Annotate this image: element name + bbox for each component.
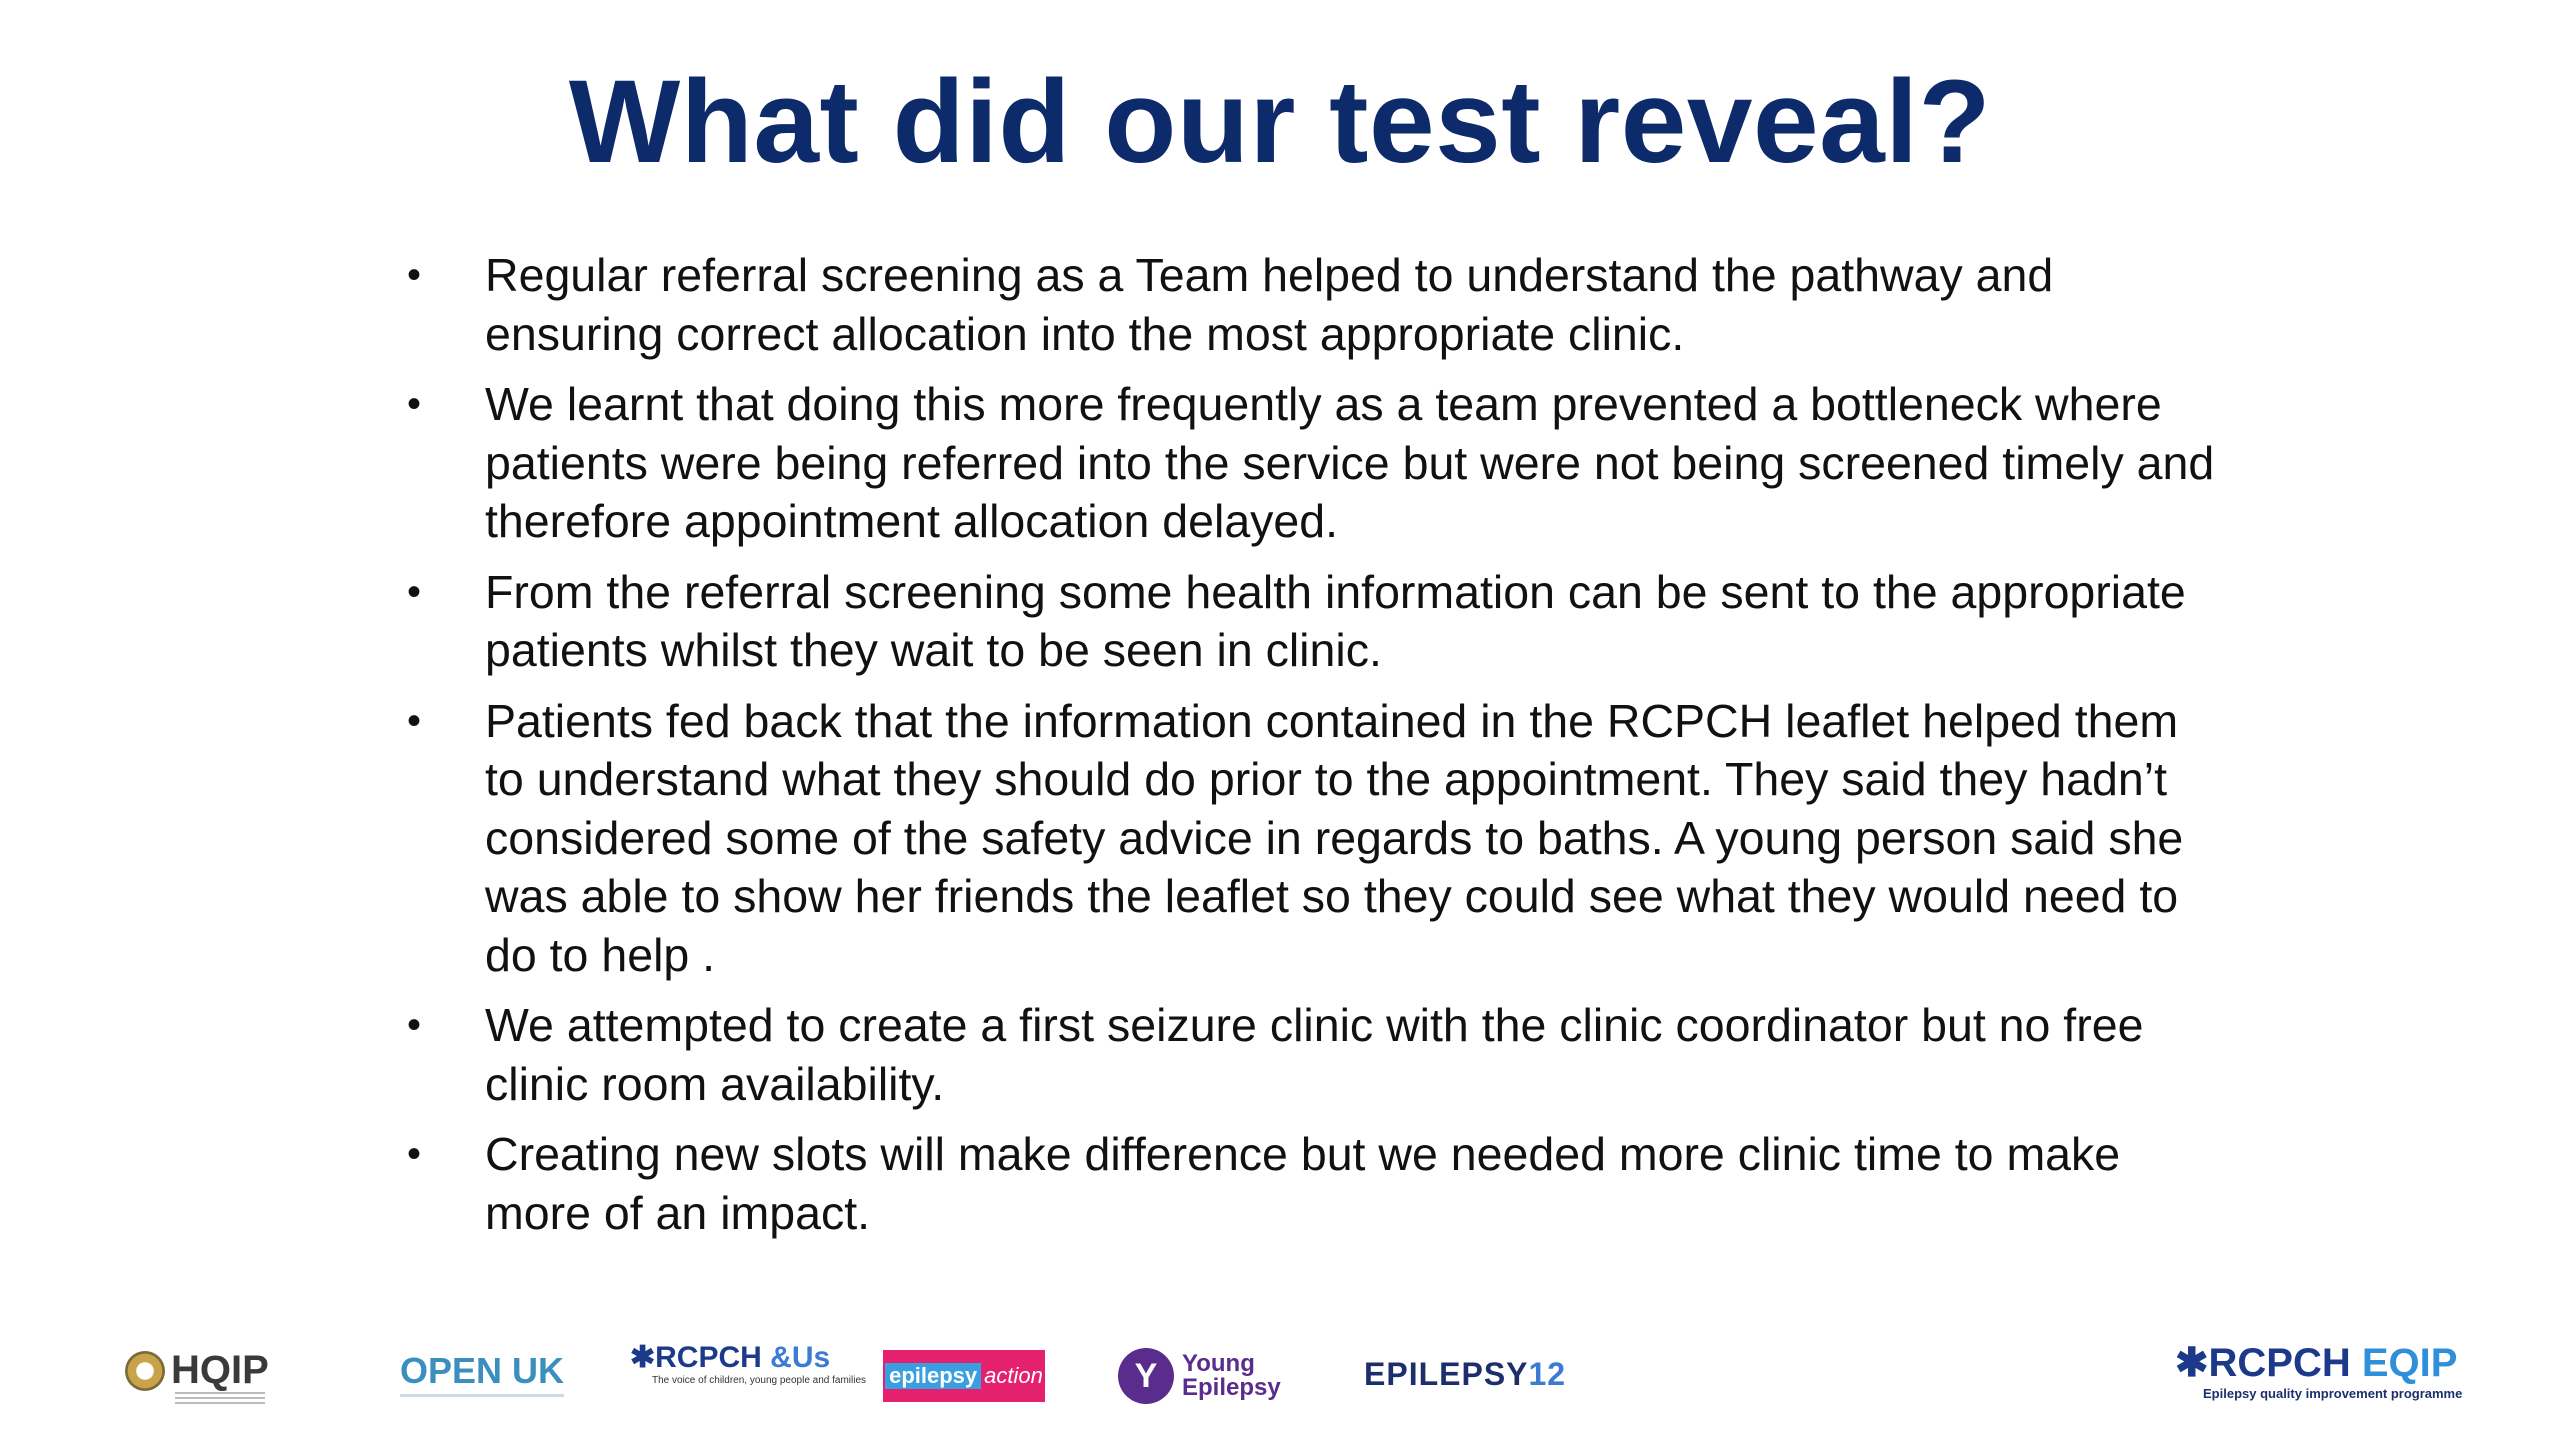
epilepsy-action-logo bbox=[883, 1350, 1045, 1402]
bullet-list bbox=[405, 246, 2225, 1254]
bullet-dot: • bbox=[407, 1003, 422, 1047]
bullet-dot: • bbox=[407, 698, 422, 743]
epilepsy12-word: EPILEPSY bbox=[1364, 1356, 1529, 1392]
bullet-dot: • bbox=[407, 382, 422, 426]
bullet-text: We attempted to create a first seizure clinic with the clinic coordinator but no free clinic room availability. bbox=[485, 999, 2144, 1110]
rcpch-us-main: RCPCH bbox=[655, 1341, 762, 1374]
open-uk-logo: OPEN UK bbox=[400, 1350, 564, 1397]
rcpch-star-icon: ✱ bbox=[630, 1341, 656, 1374]
rcpch-and-us-logo bbox=[630, 1340, 866, 1387]
hqip-logo bbox=[125, 1348, 269, 1393]
hqip-tagline-decoration bbox=[175, 1392, 265, 1406]
epilepsy-action-part2: action bbox=[984, 1363, 1043, 1388]
bullet-dot: • bbox=[407, 569, 422, 614]
bullet-dot: • bbox=[407, 1132, 422, 1176]
rcpch-eqip-tagline: Epilepsy quality improvement programme bbox=[2203, 1386, 2463, 1401]
footer-logos bbox=[0, 1340, 2560, 1430]
bullet-text: Patients fed back that the information contained in the RCPCH leaflet helped them to understand what they should do prior to the appointment. They said they hadn’t considered some of the safety advice in regards to baths. A young person said she was able to show her friends the leaflet so they could see what they would need to do to help . bbox=[485, 694, 2184, 981]
young-epilepsy-line2: Epilepsy bbox=[1182, 1374, 1281, 1401]
rcpch-eqip-main: RCPCH bbox=[2208, 1341, 2351, 1385]
slide-title: What did our test reveal? bbox=[568, 56, 1992, 188]
epilepsy12-num: 12 bbox=[1528, 1356, 1567, 1392]
hqip-emblem-icon bbox=[125, 1351, 165, 1391]
rcpch-us-amp: &Us bbox=[770, 1341, 831, 1374]
bullet-text: We learnt that doing this more frequently as a team prevented a bottleneck where patients were being referred into the service but were not being screened timely and therefore appointment allocation delayed. bbox=[485, 378, 2215, 547]
bullet-item bbox=[405, 375, 2225, 551]
epilepsy12-logo bbox=[1364, 1356, 1566, 1393]
young-epilepsy-logo bbox=[1118, 1348, 1281, 1404]
epilepsy-action-part1: epilepsy bbox=[885, 1363, 981, 1389]
bullet-dot: • bbox=[407, 253, 422, 297]
bullet-text: From the referral screening some health information can be sent to the appropriate patients whilst they wait to be seen in clinic. bbox=[485, 565, 2186, 676]
rcpch-eqip-eqip: EQIP bbox=[2361, 1341, 2458, 1385]
bullet-text: Creating new slots will make difference but we needed more clinic time to make more of an impact. bbox=[485, 1128, 2121, 1239]
bullet-item bbox=[405, 692, 2225, 985]
hqip-text: HQIP bbox=[171, 1348, 269, 1392]
young-epilepsy-line1: Young bbox=[1182, 1350, 1255, 1377]
bullet-item bbox=[405, 246, 2225, 363]
rcpch-star-icon: ✱ bbox=[2175, 1341, 2209, 1385]
rcpch-eqip-logo bbox=[2175, 1340, 2462, 1401]
bullet-text: Regular referral screening as a Team helped to understand the pathway and ensuring correct allocation into the most appropriate clinic. bbox=[485, 249, 2054, 360]
bullet-item bbox=[405, 563, 2225, 680]
bullet-item bbox=[405, 996, 2225, 1113]
rcpch-us-tagline: The voice of children, young people and families bbox=[652, 1375, 867, 1386]
young-epilepsy-emblem-icon: Y bbox=[1118, 1348, 1174, 1404]
bullet-item bbox=[405, 1125, 2225, 1242]
